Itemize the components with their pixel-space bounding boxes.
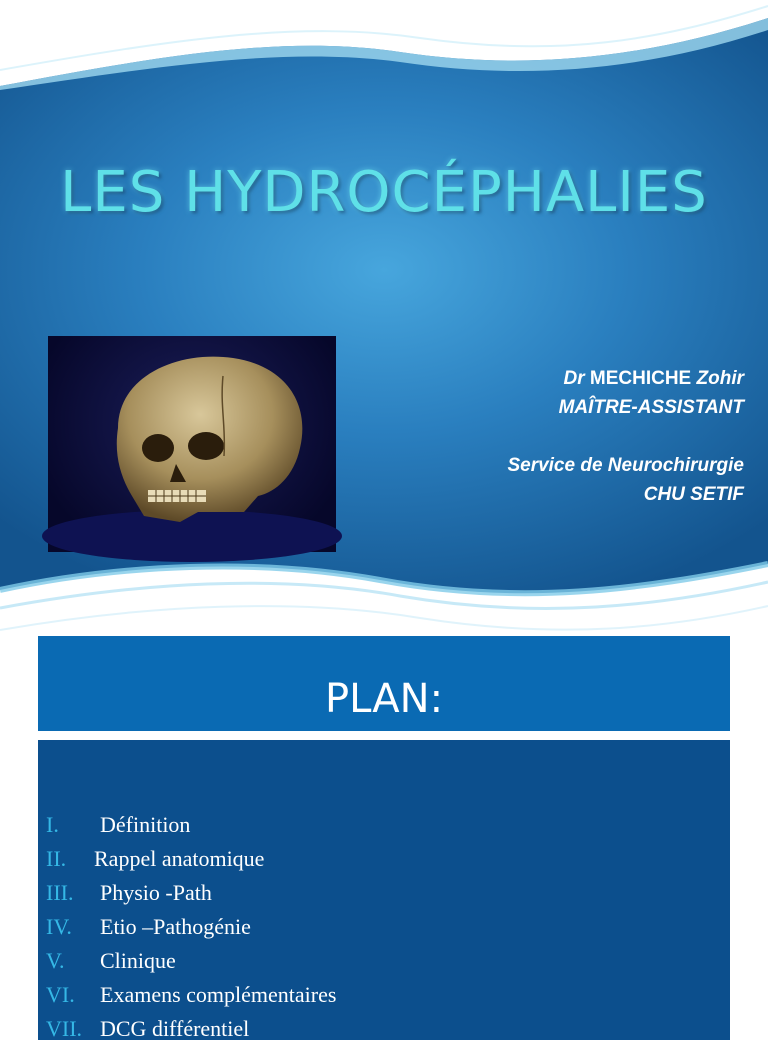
plan-item-label: Clinique <box>100 948 176 973</box>
author-firstname: Zohir <box>696 368 744 389</box>
plan-item-number: II. <box>46 846 67 871</box>
skull-icon <box>48 336 336 552</box>
plan-item-label: Rappel anatomique <box>94 846 265 871</box>
author-name <box>404 364 744 393</box>
plan-item-physio <box>46 876 336 910</box>
author-block <box>404 364 744 509</box>
author-service: Service de Neurochirurgie <box>507 455 744 476</box>
skull-photo <box>48 336 336 552</box>
plan-item-definition <box>46 808 336 842</box>
plan-item-etio <box>46 910 336 944</box>
plan-item-rappel <box>46 842 336 876</box>
plan-item-number: I. <box>46 812 59 837</box>
plan-item-label: Définition <box>100 812 191 837</box>
plan-item-number: VII. <box>46 1016 83 1041</box>
plan-item-examens <box>46 978 336 1012</box>
plan-item-label: Etio –Pathogénie <box>100 914 251 939</box>
plan-slide <box>0 600 768 1041</box>
author-prefix: Dr <box>563 368 585 389</box>
author-hospital: CHU SETIF <box>643 484 744 505</box>
plan-item-number: V. <box>46 948 65 973</box>
plan-item-label: Physio -Path <box>100 880 212 905</box>
plan-item-label: DCG différentiel <box>100 1016 250 1041</box>
plan-list <box>46 808 336 1046</box>
top-wave-decoration <box>0 0 768 90</box>
plan-item-clinique <box>46 944 336 978</box>
plan-item-number: VI. <box>46 982 75 1007</box>
plan-item-dcg <box>46 1012 336 1046</box>
author-role: MAÎTRE-ASSISTANT <box>558 397 744 418</box>
plan-item-number: IV. <box>46 914 72 939</box>
plan-item-label: Examens complémentaires <box>100 982 337 1007</box>
plan-item-number: III. <box>46 880 74 905</box>
plan-title: PLAN: <box>324 676 444 722</box>
presentation-title: LES HYDROCÉPHALIES <box>60 160 708 225</box>
author-surname: MECHICHE <box>589 368 692 389</box>
